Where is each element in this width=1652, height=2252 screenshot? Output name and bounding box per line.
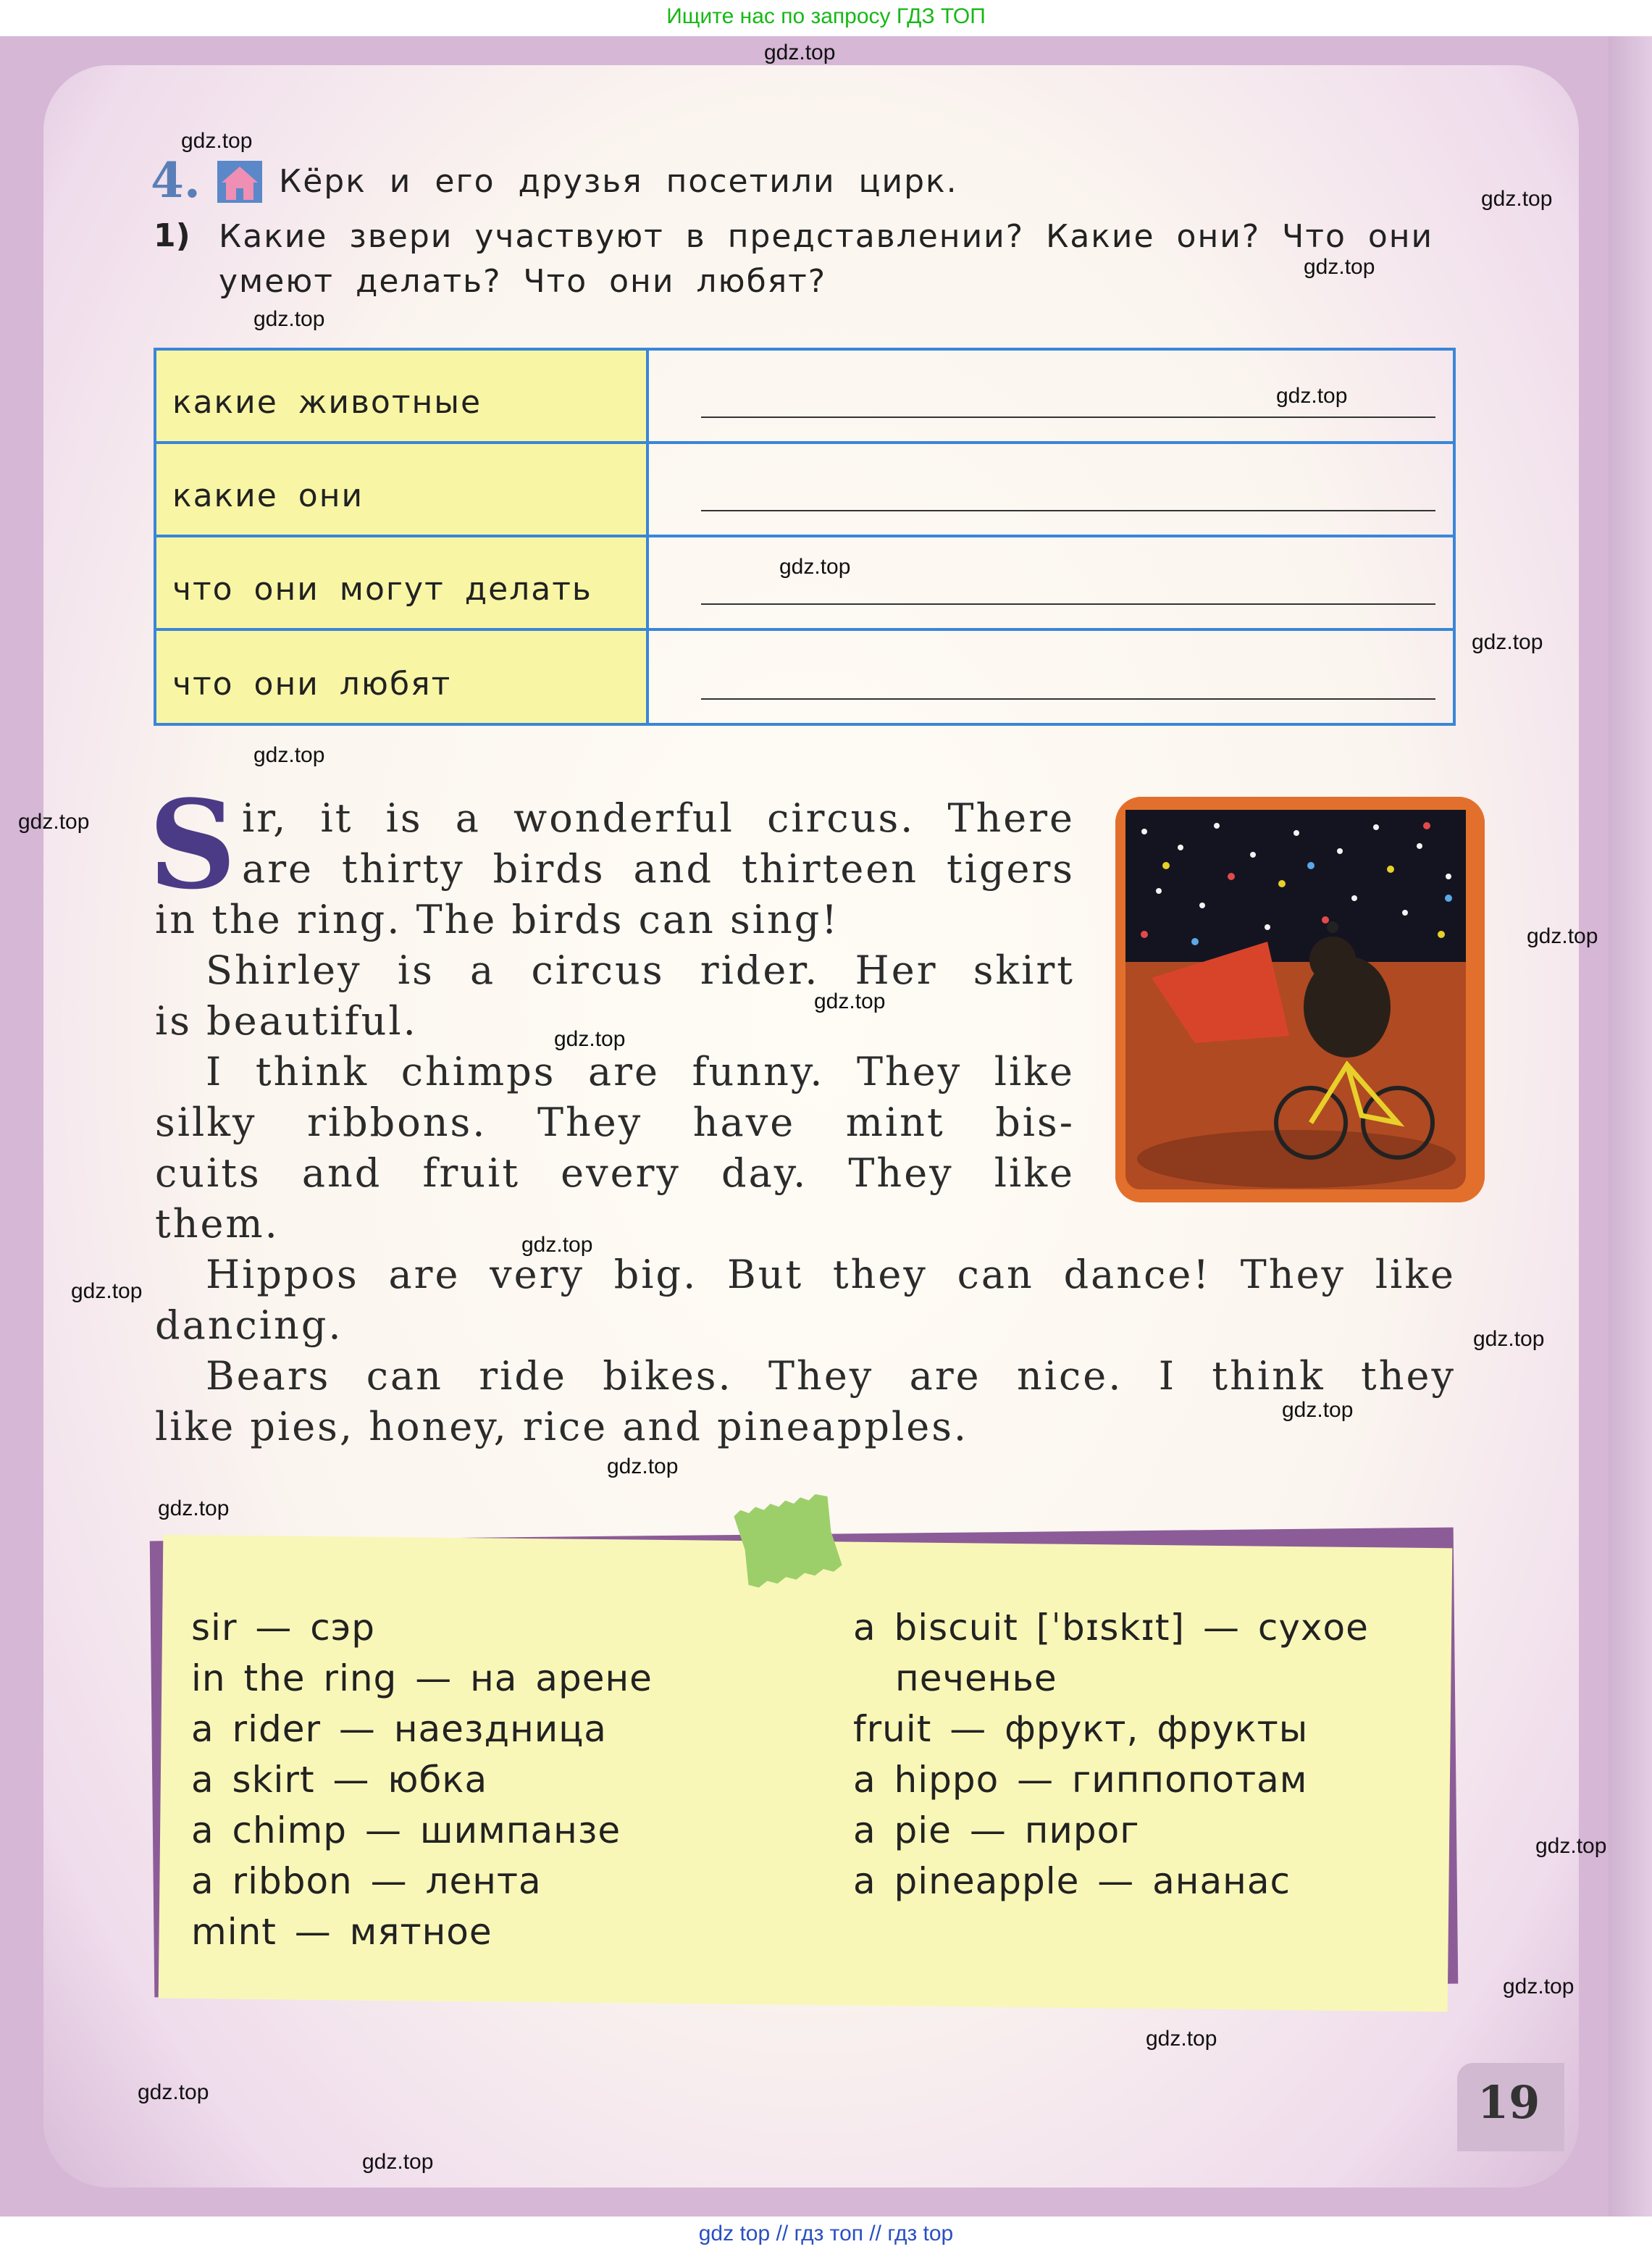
story-line: cuits and fruit every day. They like <box>155 1150 1075 1196</box>
vocabulary-item: a skirt — юбка <box>191 1759 488 1801</box>
watermark: gdz.top <box>607 1454 679 1478</box>
answer-line[interactable] <box>701 698 1435 700</box>
watermark: gdz.top <box>1481 187 1553 211</box>
page-spine <box>1609 36 1652 2217</box>
story-line: ir, it is a wonderful circus. There <box>242 795 1075 841</box>
watermark: gdz.top <box>521 1233 593 1257</box>
watermark: gdz.top <box>138 2080 209 2104</box>
watermark: gdz.top <box>814 989 886 1013</box>
vocabulary-item: a pie — пирог <box>853 1809 1140 1851</box>
vocabulary-item: a rider — наездница <box>191 1708 607 1750</box>
watermark: gdz.top <box>362 2150 434 2174</box>
vocabulary-item: mint — мятное <box>191 1911 492 1953</box>
table-row-label: что они могут делать <box>156 537 649 628</box>
task-number: 4. <box>151 152 201 209</box>
story-line: Hippos are very big. But they can dance! They like <box>206 1252 1456 1297</box>
watermark: gdz.top <box>253 307 325 331</box>
watermark: gdz.top <box>1472 630 1543 654</box>
page-number: 19 <box>1477 2076 1540 2129</box>
story-line: them. <box>155 1201 280 1247</box>
vocabulary-item-continued: печенье <box>895 1657 1057 1699</box>
vocabulary-item: a ribbon — лента <box>191 1860 542 1902</box>
table-row <box>156 444 1453 537</box>
watermark: gdz.top <box>181 129 253 153</box>
table-row <box>156 537 1453 631</box>
table-row <box>156 351 1453 444</box>
watermark: gdz.top <box>764 41 836 64</box>
table-row-label: какие животные <box>156 351 649 441</box>
story-line: Shirley is a circus rider. Her skirt <box>206 947 1075 993</box>
watermark: gdz.top <box>554 1027 626 1051</box>
watermark: gdz.top <box>158 1497 230 1520</box>
bottom-banner[interactable]: gdz top // гдз топ // гдз top <box>0 2218 1652 2252</box>
circus-photo <box>1115 797 1485 1202</box>
watermark: gdz.top <box>779 555 851 579</box>
watermark: gdz.top <box>1304 255 1375 279</box>
bear-on-bicycle-image <box>1115 797 1485 1202</box>
story-line: is beautiful. <box>155 998 418 1044</box>
watermark: gdz.top <box>18 810 90 834</box>
vocabulary-item: a pineapple — ананас <box>853 1860 1291 1902</box>
table-row <box>156 631 1453 723</box>
vocabulary-right-column <box>853 1602 1369 1906</box>
watermark: gdz.top <box>71 1279 143 1303</box>
vocabulary-item: a chimp — шимпанзе <box>191 1809 621 1851</box>
table-row-label: какие они <box>156 444 649 535</box>
vocabulary-item: in the ring — на арене <box>191 1657 653 1699</box>
watermark: gdz.top <box>1527 924 1598 948</box>
watermark: gdz.top <box>253 743 325 767</box>
answer-table <box>154 348 1456 726</box>
story-line: dancing. <box>155 1302 343 1348</box>
top-banner[interactable]: Ищите нас по запросу ГДЗ ТОП <box>0 0 1652 36</box>
story-line: Bears can ride bikes. They are nice. I think they <box>206 1353 1456 1399</box>
subtask-text: Какие звери участвуют в представлении? Какие они? Что они умеют делать? Что они любят? <box>219 218 1434 300</box>
vocabulary-item: fruit — фрукт, фрукты <box>853 1708 1309 1750</box>
answer-line[interactable] <box>701 417 1435 418</box>
story-line: I think chimps are funny. They like <box>206 1049 1075 1094</box>
story-line: in the ring. The birds can sing! <box>155 897 839 942</box>
watermark: gdz.top <box>1503 1975 1575 1998</box>
table-row-label: что они любят <box>156 631 649 723</box>
vocabulary-item: a hippo — гиппопотам <box>853 1759 1308 1801</box>
answer-line[interactable] <box>701 603 1435 605</box>
watermark: gdz.top <box>1282 1398 1354 1422</box>
vocabulary-item: sir — сэр <box>191 1607 375 1649</box>
watermark: gdz.top <box>1276 384 1348 408</box>
drop-cap: S <box>148 773 237 916</box>
watermark: gdz.top <box>1473 1327 1545 1351</box>
vocabulary-left-column <box>191 1602 653 1957</box>
task-title: Кёрк и его друзья посетили цирк. <box>279 163 958 200</box>
story-line: are thirty birds and thirteen tigers <box>242 846 1075 892</box>
answer-line[interactable] <box>701 510 1435 511</box>
home-icon <box>217 161 262 203</box>
subtask-number: 1) <box>154 217 190 254</box>
watermark: gdz.top <box>1535 1834 1607 1858</box>
story-line: like pies, honey, rice and pineapples. <box>155 1404 969 1449</box>
watermark: gdz.top <box>1146 2027 1217 2051</box>
vocabulary-item: a biscuit [ˈbɪskɪt] — сухое <box>853 1607 1369 1649</box>
story-line: silky ribbons. They have mint bis- <box>155 1100 1075 1145</box>
